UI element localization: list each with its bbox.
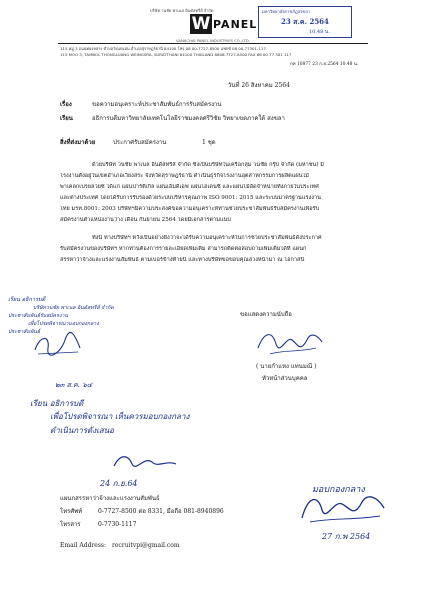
signer-signature bbox=[250, 326, 330, 362]
enclosure-count: 1 ชุด bbox=[202, 139, 216, 146]
body-paragraph-2-line: ทั้งนี้ ทางบริษัทฯ หวังเป็นอย่างยิ่งว่าจะได้รับความอนุเคราะห์ในการช่วยประชาสัมพันธ์ดังประกาศ bbox=[92, 235, 322, 241]
handwritten-initials bbox=[30, 330, 90, 360]
header-rule bbox=[58, 43, 368, 44]
subject-label: เรื่อง bbox=[60, 101, 72, 108]
handwritten-note-line: เพื่อโปรดพิจารณามอบกองกลาง bbox=[28, 321, 99, 327]
signer-name: ( นายกำแหง แทนมณี ) bbox=[256, 363, 317, 370]
handwritten-note-line: บริษัทวนชัย พาเนล อินดัสทรีส์ จำกัด bbox=[33, 305, 114, 311]
stamp-time: 10.48 น. bbox=[309, 29, 330, 35]
address-english: 115 MOO 3, TAMBOL THONGLUANG WEINGSRA, SURATTHANI 84100 THAILAND 8808-7727-8500 FAX 66 00 77 301 117 bbox=[60, 52, 292, 57]
handwritten-note-line: ประชาสัมพันธ์ bbox=[8, 329, 41, 335]
letter-date: วันที่ 26 สิงหาคม 2564 bbox=[228, 82, 290, 89]
director-note-date: 24 ก.ย.64 bbox=[100, 479, 138, 488]
director-signature bbox=[110, 452, 180, 476]
contact-phone-label: โทรศัพท์ bbox=[60, 508, 83, 515]
handwritten-note-date: ๒๓ ส.ค. ๖๔ bbox=[55, 381, 92, 389]
contact-fax-label: โทรสาร bbox=[60, 521, 81, 528]
closing-text: ขอแสดงความนับถือ bbox=[240, 311, 292, 318]
body-paragraph-2-line: รับสมัครงานของบริษัทฯ หากท่านต้องการรายละเอียดเพิ่มเติม สามารถติดต่อสอบถามเพิ่มเติมได้ที่ แผนก bbox=[60, 246, 307, 252]
handwritten-note-line: ประชาสัมพันธ์รับสมัครงาน bbox=[8, 313, 68, 319]
contact-email-label: Email Address: bbox=[60, 542, 107, 549]
company-name-english: VANACHAI PANEL INDUSTRIES CO.,LTD. bbox=[176, 38, 251, 43]
body-paragraph-1-line: พาเคลกเบรยลวยซ์ ได้แก่ แผ่นปาร์ติเกิ้ล แผ่นเอ็มดีเอฟ แผ่นไฮเดนซิ และแผ่นไม้อัดจำหน่ายทั้งภายในประเทศ bbox=[60, 184, 319, 190]
director-note-line: เพื่อโปรดพิจารณา เห็นควรมอบกองกลาง bbox=[50, 412, 190, 421]
contact-email: recruitvpi@gmail.com bbox=[112, 542, 180, 549]
body-paragraph-1-line: และต่างประเทศ โดยได้รับการรับรองด้วยระบบบริหารคุณภาพ ISO 9001: 2015 และระบบมาตรฐานแรงงาน bbox=[60, 195, 321, 201]
contact-fax: 0-7730-1117 bbox=[98, 521, 137, 528]
body-paragraph-1-line: สมัครงานตำแหน่งงานว่าง เดือน กันยายน 2564 โดยมีเอกสารตามแนบ bbox=[60, 217, 231, 223]
body-paragraph-1-line: ด้วยบริษัท วนชัย พาเนล อินดัสทรีส์ จำกัด ซึ่งเป็นบริษัทในเครือกลุ่ม วนชัย กรุ๊ป จำกัด (มหาชน) มี bbox=[92, 162, 324, 168]
signer-title: หัวหน้าส่วนบุคคล bbox=[262, 375, 308, 382]
handwritten-note-line: เรียน อธิการบดี bbox=[8, 297, 46, 303]
logo-text: PANEL bbox=[213, 18, 258, 31]
signoff-signature bbox=[292, 488, 392, 528]
address-thai: 115 หมู่ 3 ถนนทองหลาง ตำบลวังนกแอ่น อำเภอสุราษฎร์ธานี 84100 โทร 08 00-7727-8500 แฟกซ์ 08 00-77301-117 bbox=[60, 46, 266, 51]
to-value: อธิการบดีมหาวิทยาลัยเทคโนโลยีราชมงคลศรีวิชัย วิทยาเขตภาคใต้ สงขลา bbox=[92, 115, 285, 122]
company-name-thai: บริษัท วนชัย พาเนล อินดัสทรีส์ จำกัด bbox=[150, 8, 214, 13]
to-label: เรียน bbox=[60, 115, 73, 122]
director-note-line: เรียน อธิการบดี bbox=[30, 399, 84, 408]
company-logo bbox=[190, 14, 258, 34]
stamp-date: 23 ส.ค. 2564 bbox=[281, 17, 329, 26]
body-paragraph-1-line: โรงงานตั้งอยู่ในเขตอำเภอเวียงสระ จังหวัดสุราษฎร์ธานี ดำเนินธุรกิจโรงงานอุตสาหกรรมการผลิตแผ่นไม้ bbox=[60, 173, 309, 179]
signoff-date: 27 ก.พ 2564 bbox=[322, 532, 371, 541]
reception-stamp bbox=[258, 6, 352, 38]
reference-number: กท 10877 23 ก.ย.2564 10.48 น. bbox=[290, 62, 359, 67]
enclosure-value: ประกาศรับสมัครงาน bbox=[113, 139, 167, 146]
subject-value: ขอความอนุเคราะห์ประชาสัมพันธ์การรับสมัครงาน bbox=[92, 101, 222, 108]
body-paragraph-2-line: สรรหาว่าจ้างและแรงงานสัมพันธ์ ตามเบอร์ข้างท้ายนี้ และทางบริษัทขอขอบคุณล่วงหน้ามา ณ โอกาสนี้ bbox=[60, 257, 305, 263]
enclosure-label: สิ่งที่ส่งมาด้วย bbox=[60, 139, 96, 146]
signoff-note: มอบกองกลาง bbox=[312, 485, 365, 495]
director-note-line: ดำเนินการดังเสนอ bbox=[50, 426, 114, 435]
body-paragraph-1-line: ไทย มรท.8001: 2003 บริษัทฯมีความประสงค์ขอความอนุเคราะห์ท่านช่วยประชาสัมพันธ์รับสมัครงานเพื่อรับ bbox=[60, 206, 320, 212]
contact-phone: 0-7727-8500 ต่อ 8331, มือถือ 081-8940896 bbox=[98, 508, 224, 515]
logo-mark: W bbox=[191, 14, 211, 34]
stamp-university: มหาวิทยาลัยราชภัฏสงขลา bbox=[262, 9, 311, 14]
contact-department: แผนกสรรหาว่าจ้างและแรงงานสัมพันธ์ bbox=[60, 495, 160, 502]
